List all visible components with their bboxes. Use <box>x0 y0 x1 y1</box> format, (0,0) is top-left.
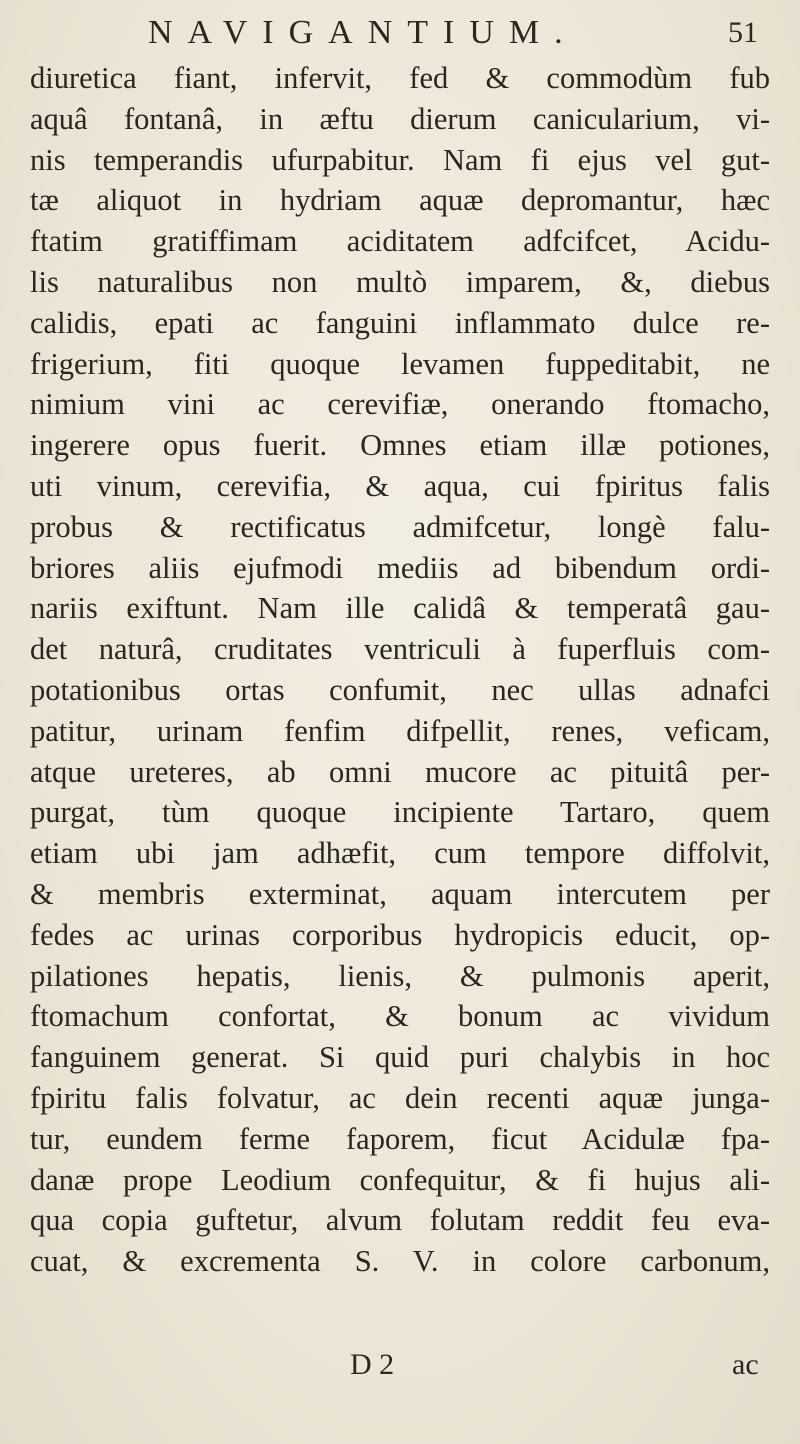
text-line: cuat, & excrementa S. V. in colore carbonum, <box>30 1244 770 1279</box>
signature-mark: D 2 <box>350 1348 395 1381</box>
text-line: diuretica fiant, infervit, fed & commodùm fub <box>30 61 770 95</box>
text-line: tur, eundem ferme faporem, ficut Acidulæ fpa- <box>30 1121 770 1156</box>
text-line: uti vinum, cerevifia, & aqua, cui fpiritus falis <box>30 468 770 503</box>
text-line: potationibus ortas confumit, nec ullas adnafci <box>30 672 770 707</box>
text-line: purgat, tùm quoque incipiente Tartaro, quem <box>30 795 770 830</box>
text-line: ingerere opus fuerit. Omnes etiam illæ potiones, <box>30 428 770 463</box>
text-line: nariis exiftunt. Nam ille calidâ & temperatâ gau- <box>30 591 770 626</box>
text-line: qua copia guftetur, alvum folutam reddit feu eva- <box>30 1203 770 1238</box>
text-line: fpiritu falis folvatur, ac dein recenti aquæ junga- <box>30 1080 770 1115</box>
text-line: nimium vini ac cerevifiæ, onerando ftomacho, <box>30 387 770 422</box>
text-line: & membris exterminat, aquam intercutem per <box>30 876 770 911</box>
text-line: ftatim gratiffimam aciditatem adfcifcet, Acidu- <box>30 224 770 259</box>
text-line: aquâ fontanâ, in æftu dierum canicularium, vi- <box>30 101 770 136</box>
text-line: pilationes hepatis, lienis, & pulmonis aperit, <box>30 958 770 993</box>
text-line: fanguinem generat. Si quid puri chalybis in hoc <box>30 1040 770 1075</box>
text-line: calidis, epati ac fanguini inflammato dulce re- <box>30 305 770 340</box>
running-head: NAVIGANTIUM. <box>148 14 578 51</box>
text-line: tæ aliquot in hydriam aquæ depromantur, hæc <box>30 183 770 218</box>
text-line: briores aliis ejufmodi mediis ad bibendum ordi- <box>30 550 770 585</box>
page-number: 51 <box>728 16 758 49</box>
page-header <box>148 14 768 54</box>
page-footer <box>0 1348 800 1388</box>
text-line: frigerium, fiti quoque levamen fuppeditabit, ne <box>30 346 770 381</box>
text-line: danæ prope Leodium confequitur, & fi hujus ali- <box>30 1162 770 1197</box>
text-line: patitur, urinam fenfim difpellit, renes, veficam, <box>30 713 770 748</box>
body-text <box>30 58 770 1282</box>
text-line: det naturâ, cruditates ventriculi à fuperfluis com- <box>30 632 770 667</box>
text-line: ftomachum confortat, & bonum ac vividum <box>30 999 770 1034</box>
text-line: fedes ac urinas corporibus hydropicis educit, op- <box>30 917 770 952</box>
text-line: nis temperandis ufurpabitur. Nam fi ejus vel gut- <box>30 142 770 177</box>
text-line: atque ureteres, ab omni mucore ac pituitâ per- <box>30 754 770 789</box>
catchword: ac <box>732 1348 759 1381</box>
text-line: etiam ubi jam adhæfit, cum tempore diffolvit, <box>30 836 770 871</box>
text-line: lis naturalibus non multò imparem, &, diebus <box>30 264 770 299</box>
text-line: probus & rectificatus admifcetur, longè falu- <box>30 509 770 544</box>
